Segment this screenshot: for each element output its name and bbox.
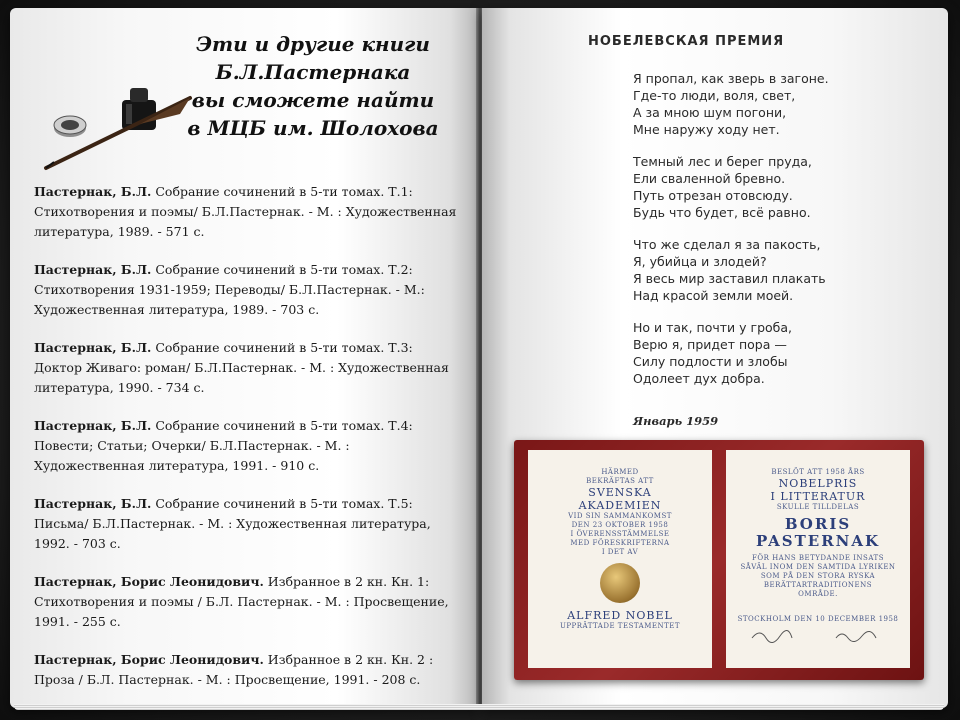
diploma-text: I ÖVERENSSTÄMMELSE	[570, 530, 670, 538]
diploma-text: BESLÖT ATT 1958 ÅRS	[771, 468, 865, 476]
poem-title: НОБЕЛЕВСКАЯ ПРЕМИЯ	[588, 34, 785, 49]
poem-stanza	[633, 70, 933, 138]
poem-line: Я пропал, как зверь в загоне.	[633, 71, 829, 86]
entry-author: Пастернак, Б.Л.	[34, 418, 152, 433]
diploma-text: DEN 23 OKTOBER 1958	[571, 521, 669, 529]
poem-line: Но и так, почти у гроба,	[633, 320, 793, 335]
diploma-text: VID SIN SAMMANKOMST	[568, 512, 672, 520]
diploma-text: SKULLE TILLDELAS	[776, 503, 860, 511]
poem-line: Я, убийца и злодей?	[633, 254, 767, 269]
entry-text: Собрание сочинений в 5-ти томах. Т.3: Доктор Живаго: роман/ Б.Л.Пастернак. - М. : Художественная литература, 1990. - 734 с.	[34, 340, 449, 395]
entry-author: Пастернак, Б.Л.	[34, 184, 152, 199]
entry-text: Собрание сочинений в 5-ти томах. Т.5: Письма/ Б.Л.Пастернак. - М. : Художественная литература, 1992. - 703 с.	[34, 496, 431, 551]
bibliography-entry	[34, 494, 464, 554]
diploma-text: I LITTERATUR	[770, 490, 866, 503]
diploma-motivation: SÅVÄL INOM DEN SAMTIDA LYRIKEN	[740, 563, 896, 571]
poem-stanza	[633, 319, 933, 387]
entry-author: Пастернак, Борис Леонидович.	[34, 652, 264, 667]
diploma-text: HÄRMED	[601, 468, 639, 476]
entry-text: Собрание сочинений в 5-ти томах. Т.4: Повести; Статьи; Очерки/ Б.Л.Пастернак. - М. : Художественная литература, 1991. - 910 с.	[34, 418, 413, 473]
poem-line: Силу подлости и злобы	[633, 354, 788, 369]
diploma-text: NOBELPRIS	[778, 477, 858, 490]
diploma-text: SVENSKA	[588, 486, 652, 499]
inkwell-quill-icon	[40, 80, 200, 175]
diploma-right-page	[726, 450, 910, 668]
poem-stanza	[633, 236, 933, 304]
diploma-text: UPPRÄTTADE TESTAMENTET	[559, 622, 681, 630]
laureate-name: BORIS	[784, 515, 852, 533]
nobel-diploma-image	[514, 440, 924, 680]
bibliography-entry	[34, 182, 464, 242]
poem-line: Будь что будет, всё равно.	[633, 205, 811, 220]
heading-line: Б.Л.Пастернака	[215, 60, 411, 84]
entry-author: Пастернак, Б.Л.	[34, 262, 152, 277]
entry-text: Избранное в 2 кн. Кн. 2 : Проза / Б.Л. Пастернак. - М. : Просвещение, 1991. - 208 с.	[34, 652, 434, 687]
poem-line: Одолеет дух добра.	[633, 371, 765, 386]
bibliography-entry	[34, 572, 464, 632]
poem-line: Мне наружу ходу нет.	[633, 122, 780, 137]
diploma-motivation: OMRÅDE.	[798, 590, 838, 598]
nobel-medal-icon	[600, 563, 640, 603]
bibliography-entry	[34, 416, 464, 476]
diploma-text: ALFRED NOBEL	[567, 609, 673, 622]
entry-text: Собрание сочинений в 5-ти томах. Т.1: Стихотворения и поэмы/ Б.Л.Пастернак. - М. : Художественная литература, 1989. - 571 с.	[34, 184, 457, 239]
poem-line: Темный лес и берег пруда,	[633, 154, 812, 169]
diploma-text: AKADEMIEN	[578, 499, 662, 512]
diploma-text: MED FÖRESKRIFTERNA	[570, 539, 670, 547]
bibliography-entry	[34, 338, 464, 398]
poem-date: Январь 1959	[633, 414, 719, 428]
heading-line: Эти и другие книги	[196, 32, 430, 56]
diploma-motivation: SOM PÅ DEN STORA RYSKA	[760, 572, 876, 580]
poem-line: Я весь мир заставил плакать	[633, 271, 826, 286]
poem-body	[633, 70, 933, 402]
poem-stanza	[633, 153, 933, 221]
poem-line: Верю я, придет пора —	[633, 337, 787, 352]
entry-author: Пастернак, Б.Л.	[34, 496, 152, 511]
diploma-signature-line: STOCKHOLM DEN 10 DECEMBER 1958	[737, 615, 899, 623]
diploma-left-page	[528, 450, 712, 668]
entry-text: Собрание сочинений в 5-ти томах. Т.2: Стихотворения 1931-1959; Переводы/ Б.Л.Пастернак. - М.: Художественная литература, 1989. - 703 с.	[34, 262, 425, 317]
diploma-text: BEKRÄFTAS ATT	[586, 477, 654, 485]
poem-line: Путь отрезан отовсюду.	[633, 188, 793, 203]
bibliography-list	[34, 182, 464, 708]
entry-author: Пастернак, Б.Л.	[34, 340, 152, 355]
laureate-name: PASTERNAK	[755, 532, 881, 550]
entry-text: Избранное в 2 кн. Кн. 1: Стихотворения и поэмы / Б.Л. Пастернак. - М. : Просвещение, 1991. - 255 с.	[34, 574, 449, 629]
library-heading	[178, 30, 448, 142]
diploma-motivation: FÖR HANS BETYDANDE INSATS	[751, 554, 884, 562]
poem-line: Что же сделал я за пакость,	[633, 237, 821, 252]
diploma-motivation: BERÄTTARTRADITIONENS	[763, 581, 873, 589]
poem-line: Где-то люди, воля, свет,	[633, 88, 796, 103]
poem-line: Ели сваленной бревно.	[633, 171, 786, 186]
bibliography-entry	[34, 650, 464, 690]
signatures-icon	[738, 624, 898, 646]
poem-line: Над красой земли моей.	[633, 288, 794, 303]
bibliography-entry	[34, 260, 464, 320]
poem-line: А за мною шум погони,	[633, 105, 787, 120]
heading-line: вы сможете найти	[191, 88, 435, 112]
heading-line: в МЦБ им. Шолохова	[187, 116, 439, 140]
entry-author: Пастернак, Борис Леонидович.	[34, 574, 264, 589]
diploma-text: I DET AV	[601, 548, 639, 556]
